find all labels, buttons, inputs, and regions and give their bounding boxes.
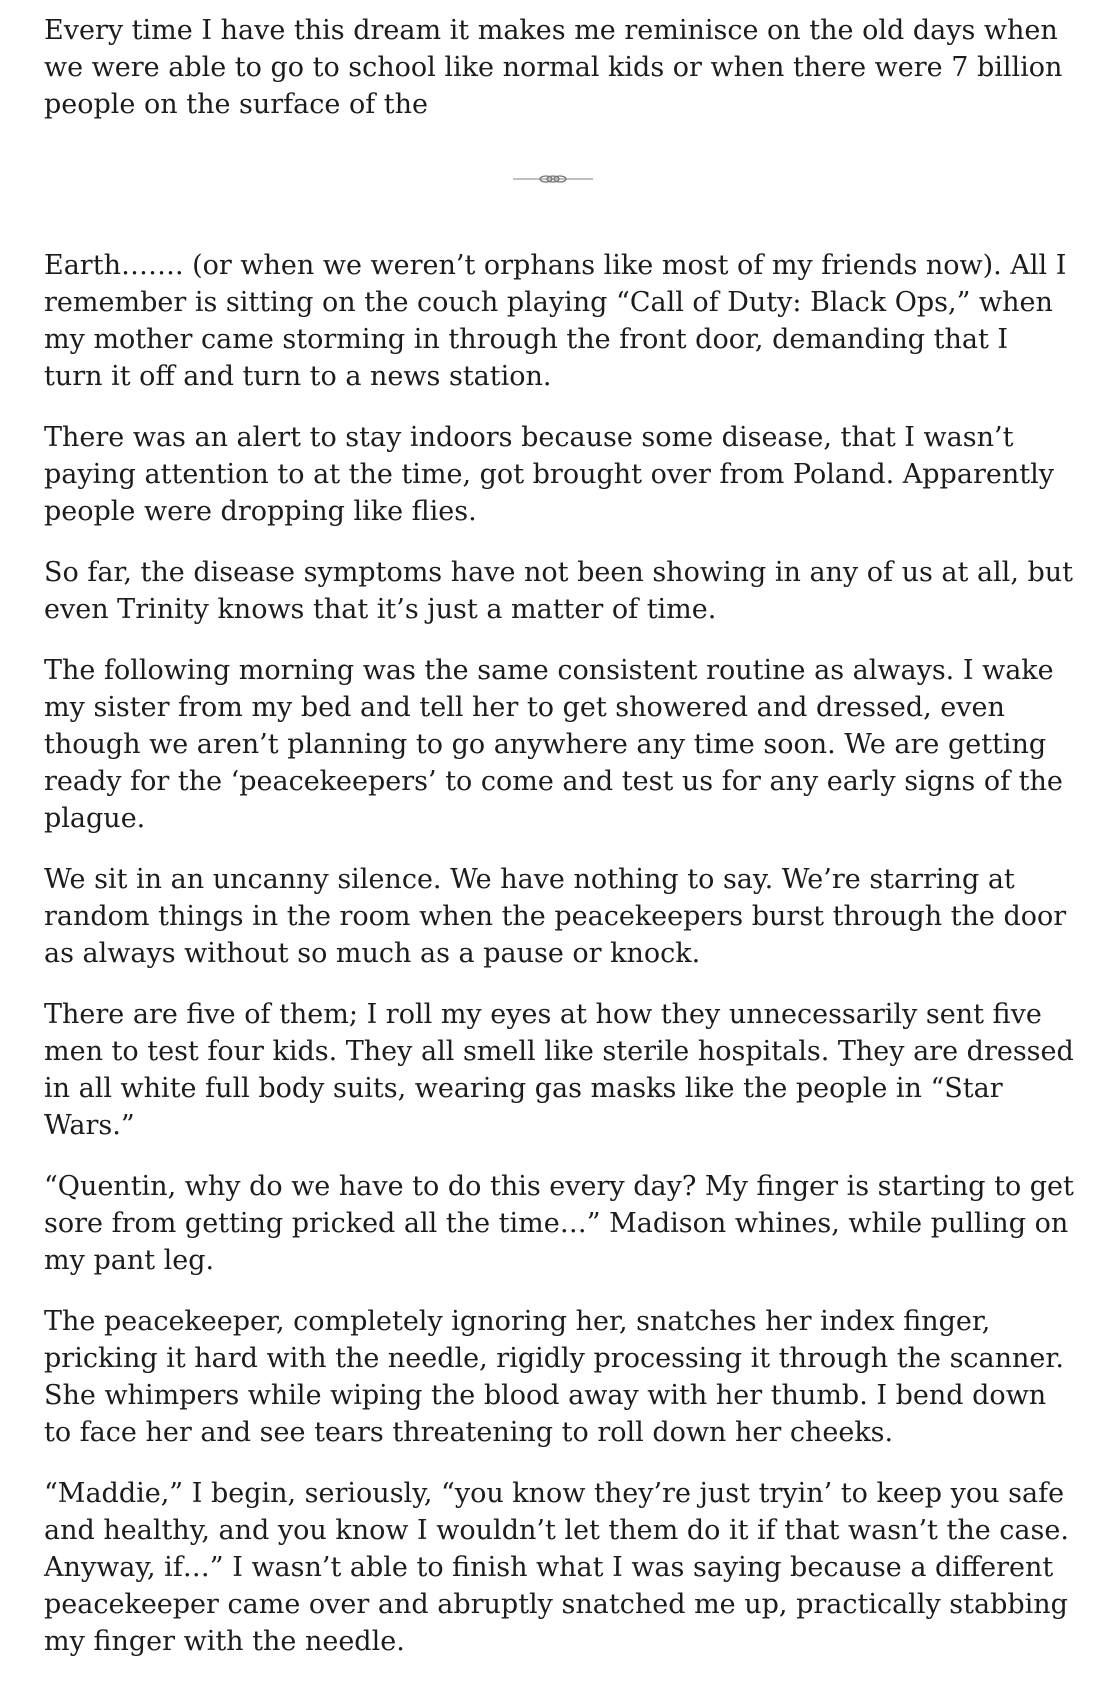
paragraph-7: There are five of them; I roll my eyes at how they unnecessarily sent five men to test four kids. They all smell like sterile hospitals. They are dressed in all white full body suits, wearing gas masks like the people in “Star Wars.” — [44, 999, 1074, 1141]
paragraph-1: Every time I have this dream it makes me reminisce on the old days when we were able to go to school like normal kids or when there were 7 billion people on the surface of the — [44, 15, 1063, 120]
paragraph-8: “Quentin, why do we have to do this every day? My finger is starting to get sore from getting pricked all the time…” Madison whines, while pulling on my pant leg. — [44, 1171, 1074, 1276]
document-page — [44, 12, 1074, 1684]
paragraph-9: The peacekeeper, completely ignoring her, snatches her index finger, pricking it hard with the needle, rigidly processing it through the scanner. She whimpers while wiping the blood away with her thumb. I bend down to face her and see tears threatening to roll down her cheeks. — [44, 1306, 1064, 1448]
paragraph-2: Earth……. (or when we weren’t orphans like most of my friends now). All I remember is sitting on the couch playing “Call of Duty: Black Ops,” when my mother came storming in through the front door, demanding that I turn it off and turn to a news station. — [44, 250, 1067, 392]
paragraph-5: The following morning was the same consistent routine as always. I wake my sister from my bed and tell her to get showered and dressed, even though we aren’t planning to go anywhere any time soon. We are getting ready for the ‘peacekeepers’ to come and test us for any early signs of the plague. — [44, 655, 1063, 834]
paragraph-10: “Maddie,” I begin, seriously, “you know they’re just tryin’ to keep you safe and healthy, and you know I wouldn’t let them do it if that wasn’t the case. Anyway, if…” I wasn’t able to finish what I was saying because a different peacekeeper came over and abruptly snatched me up, practically stabbing my finger with the needle. — [44, 1478, 1069, 1657]
section-break — [44, 123, 1074, 247]
paragraph-3: There was an alert to stay indoors because some disease, that I wasn’t paying attention to at the time, got brought over from Poland. Apparently people were dropping like flies. — [44, 422, 1054, 527]
paragraph-6: We sit in an uncanny silence. We have nothing to say. We’re starring at random things in the room when the peacekeepers burst through the door as always without so much as a pause or knock. — [44, 864, 1067, 969]
paragraph-4: So far, the disease symptoms have not been showing in any of us at all, but even Trinity knows that it’s just a matter of time. — [44, 557, 1074, 625]
ornamental-divider-icon — [513, 173, 593, 185]
